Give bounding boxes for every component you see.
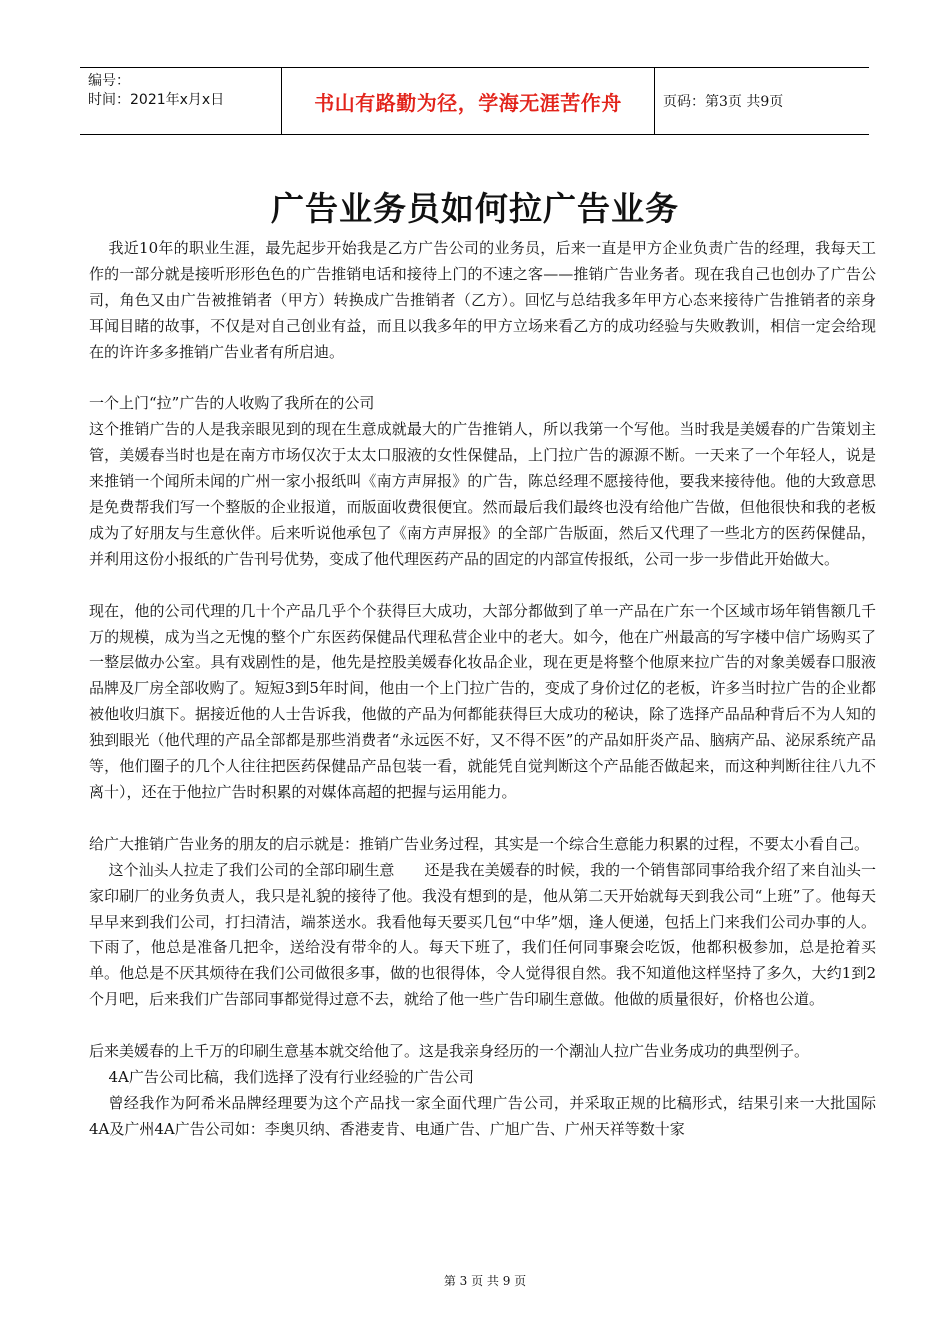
document-date: 时间：2021年x月x日	[88, 92, 225, 108]
paragraph-story-1-continued: 现在，他的公司代理的几十个产品几乎个个获得巨大成功，大部分都做到了单一产品在广东一个区域市场年销售额几千万的规模，成为当之无愧的整个广东医药保健品代理私营企业中的老大。如今，他在广州最高的写字楼中信广场购买了一整层做办公室。具有戏剧性的是，他先是控股美媛春化妆品企业，现在更是将整个他原来拉广告的对象美媛春口服液品牌及厂房全部收购了。短短3到5年时间，他由一个上门拉广告的，变成了身价过亿的老板，许多当时拉广告的企业都被他收归旗下。据接近他的人士告诉我，他做的产品为何都能获得巨大成功的秘诀，除了选择产品品种背后不为人知的独到眼光（他代理的产品全部都是那些消费者“永远医不好，又不得不医”的产品如肝炎产品、脑病产品、泌尿系统产品等，他们圈子的几个人往往把医药保健品产品包装一看，就能凭自觉判断这个产品能否做起来，而这种判断往往八九不离十），还在于他拉广告时积累的对媒体高超的把握与运用能力。	[89, 601, 876, 801]
document-title: 广告业务员如何拉广告业务	[271, 189, 679, 228]
document-body	[89, 236, 876, 1143]
paragraph-spacer	[89, 366, 876, 392]
paragraph-story-1: 这个推销广告的人是我亲眼见到的现在生意成就最大的广告推销人，所以我第一个写他。当时我是美媛春的广告策划主管，美媛春当时也是在南方市场仅次于太太口服液的女性保健品，上门拉广告的源源不断。一天来了一个年轻人，说是来推销一个闻所未闻的广州一家小报纸叫《南方声屏报》的广告，陈总经理不愿接待他，要我来接待他。他的大致意思是免费帮我们写一个整版的企业报道，而版面收费很便宜。然而最后我们最终也没有给他广告做，但他很快和我的老板成为了好朋友与生意伙伴。后来听说他承包了《南方声屏报》的全部广告版面，然后又代理了一些北方的医药保健品，并利用这份小报纸的广告刊号优势，变成了他代理医药产品的固定的内部宣传报纸，公司一步一步借此开始做大。	[89, 420, 876, 568]
header-page-number: 页码：第3页 共9页	[663, 94, 784, 110]
header-page-cell	[655, 68, 869, 134]
header-motto: 书山有路勤为径，学海无涯苦作舟	[314, 90, 622, 115]
paragraph-story-2: 这个汕头人拉走了我们公司的全部印刷生意 还是我在美媛春的时候，我的一个销售部同事给我介绍了来自汕头一家印刷厂的业务负责人，我只是礼貌的接待了他。我没有想到的是，他从第二天开始就每天到我公司“上班”了。他每天早早来到我们公司，打扫清洁，端茶送水。我看他每天要买几包“中华”烟，逢人便递，包括上门来我们公司办事的人。下雨了，他总是准备几把伞，送给没有带伞的人。每天下班了，我们任何同事聚会吃饭，他都积极参加，总是抢着买单。他总是不厌其烦待在我们公司做很多事，做的也很得体，令人觉得很自然。我不知道他这样坚持了多久，大约1到2个月吧，后来我们广告部同事都觉得过意不去，就给了他一些广告印刷生意做。他做的质量很好，价格也公道。	[89, 860, 876, 1009]
header-meta-cell	[80, 68, 281, 134]
section-heading-2: 4A广告公司比稿，我们选择了没有行业经验的广告公司	[108, 1067, 474, 1086]
paragraph-spacer	[89, 1013, 876, 1039]
page-footer: 第 3 页 共 9 页	[443, 1274, 527, 1288]
section-heading-1: 一个上门“拉”广告的人收购了我所在的公司	[89, 394, 375, 413]
paragraph-spacer	[89, 806, 876, 832]
paragraph-story-3: 曾经我作为阿希米品牌经理要为这个产品找一家全面代理广告公司，并采取正规的比稿形式，结果引来一大批国际4A及广州4A广告公司如：李奥贝纳、香港麦肯、电通广告、广旭广告、广州天祥等数十家	[89, 1093, 876, 1138]
paragraph-spacer	[89, 573, 876, 599]
header-motto-cell	[281, 68, 655, 134]
document-number-label: 编号：	[88, 73, 130, 89]
paragraph-story-2-conclusion: 后来美媛春的上千万的印刷生意基本就交给他了。这是我亲身经历的一个潮汕人拉广告业务成功的典型例子。	[89, 1042, 810, 1061]
paragraph-intro: 我近10年的职业生涯，最先起步开始我是乙方广告公司的业务员，后来一直是甲方企业负责广告的经理，我每天工作的一部分就是接听形形色色的广告推销电话和接待上门的不速之客——推销广告业务者。现在我自己也创办了广告公司，角色又由广告被推销者（甲方）转换成广告推销者（乙方）。回忆与总结我多年甲方心态来接待广告推销者的亲身耳闻目睹的故事，不仅是对自己创业有益，而且以我多年的甲方立场来看乙方的成功经验与失败教训，相信一定会给现在的许许多多推销广告业者有所启迪。	[89, 239, 876, 361]
paragraph-lesson: 给广大推销广告业务的朋友的启示就是：推销广告业务过程，其实是一个综合生意能力积累的过程，不要太小看自己。	[89, 834, 870, 853]
header-table	[80, 67, 869, 135]
